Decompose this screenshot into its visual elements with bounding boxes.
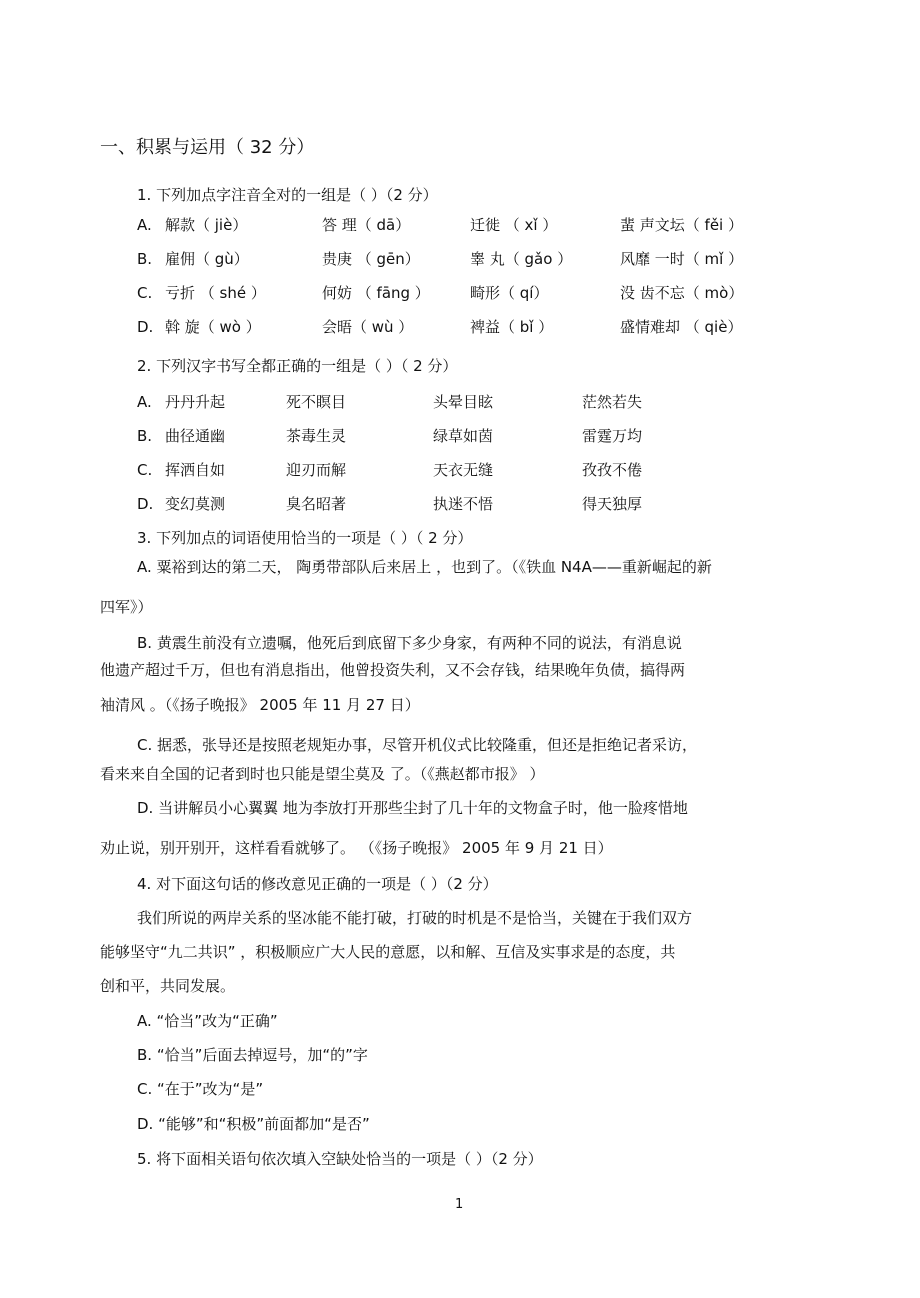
question-1-stem: 1. 下列加点字注音全对的一组是（ ）（2 分） [137, 186, 438, 204]
q3-option-a-line2: 四军》） [100, 598, 153, 616]
q3-option-c-line2: 看来来自全国的记者到时也只能是望尘莫及 了。（《燕赵都市报》 ） [100, 765, 545, 783]
q2-option-letter: B. [137, 427, 153, 445]
q4-passage-line2: 能够坚守“九二共识” ，积极顺应广大人民的意愿，以和解、互信及实事求是的态度，共 [100, 943, 676, 961]
q1-option-letter: C. [137, 284, 153, 302]
q1-item: 答 理（ dā） [322, 216, 411, 234]
q2-item: 变幻莫测 [165, 495, 226, 513]
q2-option-letter: C. [137, 461, 153, 479]
q4-option-d: D. “能够”和“积极”前面都加“是否” [137, 1115, 370, 1133]
q2-item: 雷霆万均 [582, 427, 643, 445]
q2-item: 死不瞑目 [286, 393, 347, 411]
q1-item: 斡 旋（ wò ） [165, 318, 261, 336]
q2-item: 曲径通幽 [165, 427, 226, 445]
q2-item: 丹丹升起 [165, 393, 226, 411]
question-2-stem: 2. 下列汉字书写全都正确的一组是（ ）（ 2 分） [137, 357, 458, 375]
q1-item: 盛情难却 （ qiè） [620, 318, 743, 336]
q2-option-letter: A. [137, 393, 152, 411]
q1-item: 蜚 声文坛（ fěi ） [620, 216, 743, 234]
question-5-stem: 5. 将下面相关语句依次填入空缺处恰当的一项是（ ）（2 分） [137, 1150, 543, 1168]
q2-item: 头晕目眩 [433, 393, 494, 411]
q2-item: 迎刃而解 [286, 461, 347, 479]
q2-item: 臭名昭著 [286, 495, 347, 513]
q1-item: 没 齿不忘（ mò） [620, 284, 744, 302]
q1-item: 畸形（ qí） [470, 284, 549, 302]
q2-item: 执迷不悟 [433, 495, 494, 513]
q3-option-b-line2: 他遗产超过千万，但也有消息指出，他曾投资失利，又不会存钱，结果晚年负债，搞得两 [100, 661, 686, 679]
section-title: 一、积累与运用（ 32 分） [100, 137, 315, 158]
q2-item: 挥洒自如 [165, 461, 226, 479]
q2-option-letter: D. [137, 495, 154, 513]
q4-option-a: A. “恰当”改为“正确” [137, 1012, 278, 1030]
q4-passage-line3: 创和平，共同发展。 [100, 977, 236, 995]
q1-option-letter: D. [137, 318, 154, 336]
q3-option-d-line1: D. 当讲解员小心翼翼 地为李放打开那些尘封了几十年的文物盒子时，他一脸疼惜地 [137, 799, 688, 817]
q3-option-b-line3: 袖清风 。（《扬子晚报》 2005 年 11 月 27 日） [100, 696, 420, 714]
q1-option-letter: A. [137, 216, 152, 234]
question-3-stem: 3. 下列加点的词语使用恰当的一项是（ ）（ 2 分） [137, 529, 473, 547]
q2-item: 绿草如茵 [433, 427, 494, 445]
q1-option-letter: B. [137, 250, 153, 268]
q3-option-b-line1: B. 黄震生前没有立遗嘱，他死后到底留下多少身家，有两种不同的说法，有消息说 [137, 634, 682, 652]
q1-item: 会晤（ wù ） [322, 318, 414, 336]
q2-item: 天衣无缝 [433, 461, 494, 479]
q2-item: 茫然若失 [582, 393, 643, 411]
q1-item: 风靡 一时（ mǐ ） [620, 250, 744, 268]
q1-item: 裨益（ bǐ ） [470, 318, 554, 336]
q3-option-c-line1: C. 据悉，张导还是按照老规矩办事，尽管开机仪式比较隆重，但还是拒绝记者采访， [137, 736, 698, 754]
q1-item: 睾 丸（ gǎo ） [470, 250, 573, 268]
question-4-stem: 4. 对下面这句话的修改意见正确的一项是（ ）（2 分） [137, 875, 498, 893]
q3-option-d-line2: 劝止说，别开别开，这样看看就够了。 （《扬子晚报》 2005 年 9 月 21 日） [100, 839, 613, 857]
q1-item: 解款（ jiè） [165, 216, 248, 234]
q1-item: 贵庚 （ gēn） [322, 250, 420, 268]
q4-option-c: C. “在于”改为“是” [137, 1080, 264, 1098]
q3-option-a-line1: A. 粟裕到达的第二天， 陶勇带部队后来居上 ，也到了。（《铁血 N4A——重新崛起的新 [137, 558, 712, 576]
q4-passage-line1: 我们所说的两岸关系的坚冰能不能打破，打破的时机是不是恰当，关键在于我们双方 [137, 909, 693, 927]
page-number: 1 [455, 1197, 464, 1212]
q1-item: 雇佣（ gù） [165, 250, 249, 268]
q2-item: 得天独厚 [582, 495, 643, 513]
q1-item: 迁徙 （ xǐ ） [470, 216, 558, 234]
q4-option-b: B. “恰当”后面去掉逗号，加“的”字 [137, 1046, 368, 1064]
q1-item: 何妨 （ fāng ） [322, 284, 430, 302]
q2-item: 孜孜不倦 [582, 461, 643, 479]
q2-item: 茶毒生灵 [286, 427, 347, 445]
q1-item: 亏折 （ shé ） [165, 284, 266, 302]
